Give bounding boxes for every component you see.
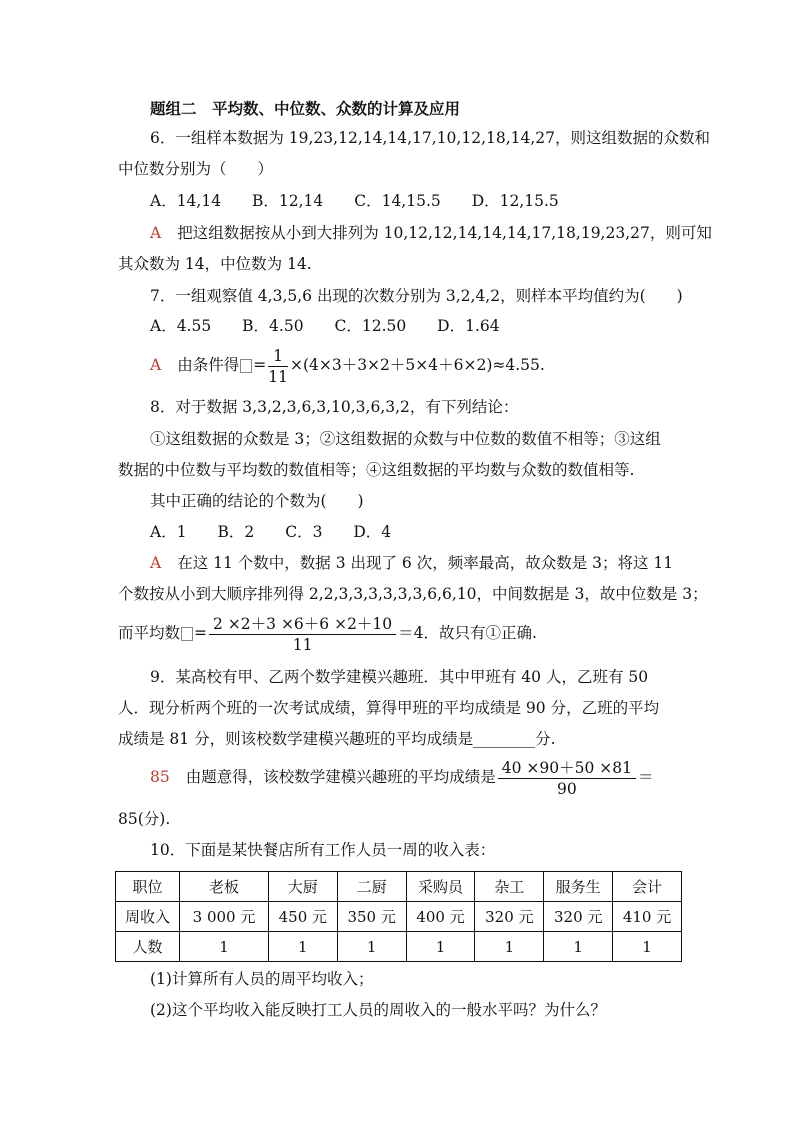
q8-solution-line3 — [118, 612, 537, 655]
q8-stem: 8．对于数据 3,3,2,3,6,3,10,3,6,3,2，有下列结论： — [150, 398, 519, 416]
q6-option-a: A．14,14 — [150, 192, 222, 210]
table-cell: 1 — [268, 932, 337, 962]
q8-option-d: D．4 — [353, 523, 392, 541]
q10-stem: 10．下面是某快餐店所有工作人员一周的收入表： — [150, 841, 496, 859]
q7-fraction-numerator: 1 — [268, 346, 288, 367]
table-row — [116, 872, 682, 902]
table-cell: 人数 — [116, 932, 180, 962]
q8-solution-suffix: ＝4．故只有①正确. — [398, 624, 537, 642]
q7-fraction — [268, 346, 288, 387]
q8-fraction-denominator: 11 — [292, 635, 313, 654]
table-cell: 二厨 — [337, 872, 406, 902]
q7-option-d: D．1.64 — [437, 317, 500, 335]
income-table — [115, 871, 682, 962]
table-cell: 350 元 — [337, 902, 406, 932]
q6-option-c: C．14,15.5 — [354, 192, 441, 210]
table-cell: 1 — [544, 932, 613, 962]
table-cell: 周收入 — [116, 902, 180, 932]
q7-solution — [150, 344, 545, 387]
q6-option-d: D．12,15.5 — [471, 192, 559, 210]
table-cell: 1 — [613, 932, 682, 962]
q7-option-c: C．12.50 — [334, 317, 407, 335]
table-cell: 410 元 — [613, 902, 682, 932]
table-cell: 1 — [475, 932, 544, 962]
q7-stem: 7．一组观察值 4,3,5,6 出现的次数分别为 3,2,4,2，则样本平均值约为( ) — [150, 287, 683, 305]
group-title: 题组二 平均数、中位数、众数的计算及应用 — [150, 99, 461, 118]
q9-solution-line2: 85(分). — [118, 810, 171, 828]
q6-solution-line2: 其众数为 14，中位数为 14. — [118, 255, 312, 273]
table-cell: 1 — [180, 932, 269, 962]
q7-options — [150, 315, 526, 337]
q8-fraction-numerator: 2 ×2＋3 ×6＋6 ×2＋10 — [209, 614, 396, 635]
table-row — [116, 932, 682, 962]
table-cell: 320 元 — [544, 902, 613, 932]
q10-sub2: (2)这个平均收入能反映打工人员的周收入的一般水平吗？为什么？ — [150, 1001, 606, 1019]
q9-fraction-numerator: 40 ×90＋50 ×81 — [498, 758, 636, 779]
q6-stem-line1: 6．一组样本数据为 19,23,12,14,14,17,10,12,18,14,27，则这组数据的众数和 — [150, 129, 711, 147]
q8-option-b: B．2 — [217, 523, 255, 541]
q9-fraction-denominator: 90 — [557, 779, 577, 798]
table-cell: 450 元 — [268, 902, 337, 932]
table-cell: 320 元 — [475, 902, 544, 932]
q6-solution-text1: 把这组数据按从小到大排列为 10,12,12,14,14,14,17,18,19,23,27，则可知 — [177, 224, 712, 242]
q8-options — [150, 521, 417, 543]
q7-solution-prefix: 由条件得 — [177, 356, 240, 374]
q8-option-c: C．3 — [285, 523, 323, 541]
q8-option-a: A．1 — [150, 523, 187, 541]
q8-solution-prefix: 而平均数 — [118, 624, 181, 642]
mean-symbol-icon — [181, 627, 193, 641]
q6-options — [150, 190, 585, 212]
q8-statements-line1: ①这组数据的众数是 3；②这组数据的众数与中位数的数值不相等；③这组 — [150, 430, 661, 448]
table-cell: 1 — [406, 932, 475, 962]
table-cell: 采购员 — [406, 872, 475, 902]
table-cell: 1 — [337, 932, 406, 962]
table-cell: 老板 — [180, 872, 269, 902]
q8-equals: = — [194, 624, 208, 642]
q6-stem-line2: 中位数分别为（ ） — [118, 160, 274, 178]
q8-solution-line2: 个数按从小到大顺序排列得 2,2,3,3,3,3,3,3,6,6,10，中间数据是 3，故中位数是 3； — [118, 585, 708, 603]
q9-stem-line3: 成绩是 81 分，则该校数学建模兴趣班的平均成绩是________分. — [118, 730, 556, 748]
q9-solution-prefix: 由题意得，该校数学建模兴趣班的平均成绩是 — [185, 768, 496, 786]
q9-stem-line1: 9．某高校有甲、乙两个数学建模兴趣班．其中甲班有 40 人，乙班有 50 — [150, 668, 649, 686]
q8-statements-line2: 数据的中位数与平均数的数值相等；④这组数据的平均数与众数的数值相等. — [118, 461, 635, 479]
table-cell: 400 元 — [406, 902, 475, 932]
table-cell: 3 000 元 — [180, 902, 269, 932]
table-cell: 职位 — [116, 872, 180, 902]
q7-solution-suffix: ×(4×3＋3×2＋5×4＋6×2)≈4.55. — [289, 356, 545, 374]
table-cell: 服务生 — [544, 872, 613, 902]
mean-symbol-icon — [240, 359, 252, 373]
q6-solution-line1 — [150, 222, 712, 244]
q7-answer: A — [150, 356, 162, 374]
q9-solution-line1 — [150, 756, 654, 799]
q8-fraction — [209, 614, 396, 655]
q8-solution-text1: 在这 11 个数中，数据 3 出现了 6 次，频率最高，故众数是 3；将这 11 — [177, 554, 674, 572]
q7-equals: = — [253, 356, 267, 374]
q6-option-b: B．12,14 — [252, 192, 324, 210]
table-cell: 大厨 — [268, 872, 337, 902]
q7-fraction-denominator: 11 — [268, 367, 288, 386]
q9-equals: ＝ — [637, 768, 654, 786]
q6-answer: A — [150, 224, 162, 242]
q10-sub1: (1)计算所有人员的周平均收入； — [150, 970, 374, 988]
q9-stem-line2: 人．现分析两个班的一次考试成绩，算得甲班的平均成绩是 90 分，乙班的平均 — [118, 699, 660, 717]
q7-option-b: B．4.50 — [242, 317, 304, 335]
table-cell: 会计 — [613, 872, 682, 902]
q8-ask: 其中正确的结论的个数为( ) — [150, 492, 364, 510]
table-cell: 杂工 — [475, 872, 544, 902]
q8-solution-line1 — [150, 552, 673, 574]
q8-answer: A — [150, 554, 162, 572]
q7-option-a: A．4.55 — [150, 317, 212, 335]
q9-fraction — [498, 758, 636, 799]
q9-answer: 85 — [150, 768, 170, 786]
table-row — [116, 902, 682, 932]
